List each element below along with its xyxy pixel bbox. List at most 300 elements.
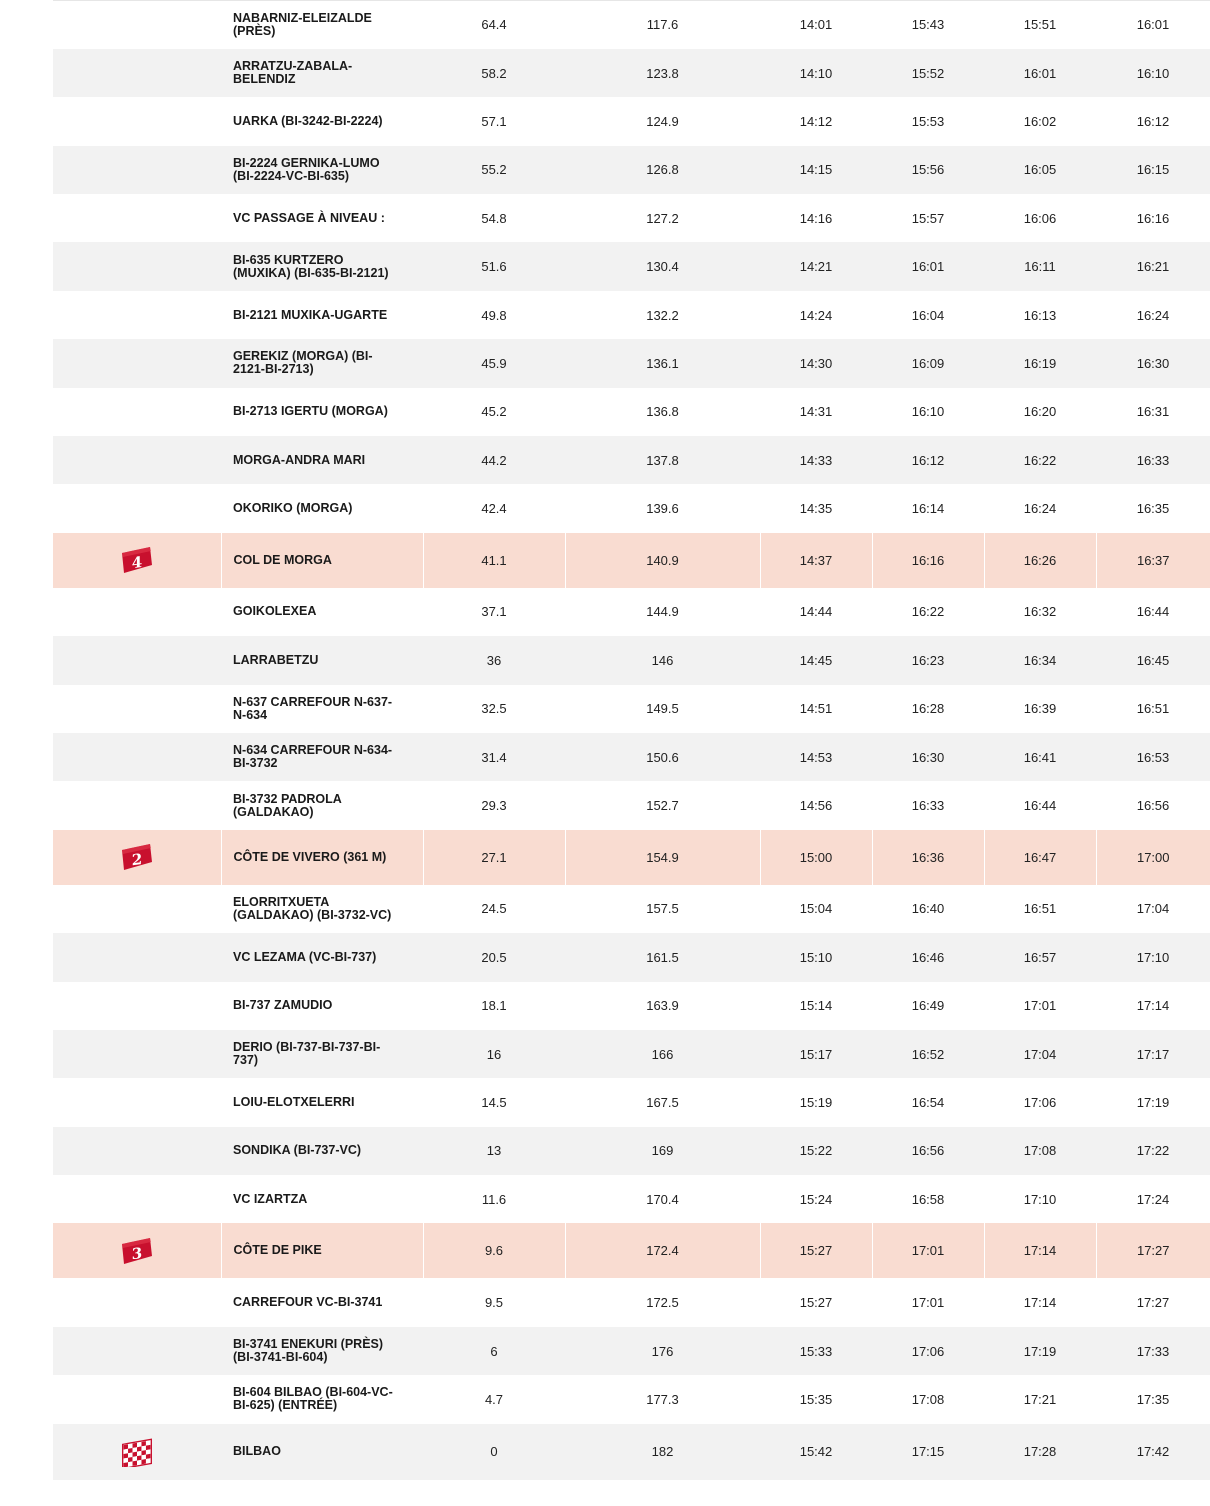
km-done-text: 136.8 [646,404,679,420]
time-slowest-text: 16:12 [1136,113,1170,129]
km-remaining-text: 45.2 [481,404,507,420]
km-done-text: 127.2 [646,210,679,226]
time-slowest-text: 17:35 [1136,1391,1170,1407]
time-fast-text: 14:44 [799,604,833,620]
time-slow [984,982,1096,1030]
time-medium [872,781,984,829]
location-name-text: N-637 CARREFOUR N-637-N-634 [233,694,393,722]
location-name-text: BI-737 ZAMUDIO [233,998,333,1013]
time-medium-text: 16:56 [911,1143,945,1159]
km-remaining-text: 44.2 [481,452,507,468]
km-done [565,194,760,242]
location-name [221,830,423,885]
km-done-text: 149.5 [646,701,679,717]
time-fast [760,781,872,829]
svg-text:4: 4 [131,553,142,573]
time-fast-text: 15:19 [799,1095,833,1110]
time-fast [760,885,872,933]
time-medium-text: 17:06 [911,1343,945,1359]
climb-category-flag-icon [120,849,154,870]
time-slow-text: 17:01 [1023,998,1057,1014]
km-remaining [423,1078,565,1126]
location-name-text: VC IZARTZA [233,1191,308,1206]
time-slowest [1096,97,1210,145]
time-slowest-text: 17:10 [1136,949,1170,965]
km-remaining-text: 9.6 [484,1243,504,1259]
time-fast-text: 14:12 [799,113,833,129]
time-slow [984,533,1096,588]
time-fast [760,484,872,532]
location-name-text: ELORRITXUETA (GALDAKAO) (BI-3732-VC) [233,894,392,922]
location-name-text: COL DE MORGA [233,552,332,567]
time-fast-text: 14:31 [799,404,833,420]
time-slow [984,830,1096,885]
time-slow-text: 16:06 [1023,210,1057,226]
km-remaining-text: 14.5 [481,1095,507,1110]
time-slowest [1096,1175,1210,1223]
icon-cell [53,484,221,532]
itinerary-row [53,1078,1210,1126]
time-medium [872,733,984,781]
climb-category-flag-icon [120,552,154,573]
time-slowest [1096,291,1210,339]
time-slowest-text: 17:27 [1136,1295,1170,1311]
km-remaining-text: 55.2 [481,162,507,178]
time-slowest [1096,339,1210,387]
time-fast-text: 14:33 [799,452,833,468]
time-slow [984,1327,1096,1375]
time-slowest [1096,1127,1210,1175]
time-slowest [1096,388,1210,436]
time-slow-text: 16:41 [1023,749,1057,765]
km-done-text: 161.5 [646,949,679,965]
time-slow [984,685,1096,733]
time-slow [984,484,1096,532]
time-slow-text: 16:32 [1023,604,1057,620]
location-name-text: BI-2121 MUXIKA-UGARTE [233,307,388,322]
location-name [221,885,423,933]
time-medium-text: 16:22 [911,604,945,620]
location-name-text: ARRATZU-ZABALA-BELENDIZ [233,59,353,87]
km-remaining-text: 37.1 [481,604,507,620]
km-done [565,781,760,829]
time-slow-text: 17:10 [1023,1191,1057,1207]
km-done [565,1175,760,1223]
time-slowest [1096,982,1210,1030]
km-remaining [423,436,565,484]
km-done-text: 172.4 [646,1243,679,1259]
km-remaining-text: 32.5 [481,701,507,717]
location-name [221,588,423,636]
location-name [221,636,423,684]
time-fast [760,830,872,885]
time-slow-text: 16:39 [1023,701,1057,717]
time-fast-text: 15:33 [799,1343,833,1359]
time-slowest [1096,436,1210,484]
location-name-text: GOIKOLEXEA [233,604,317,619]
km-remaining [423,533,565,588]
time-slowest-text: 17:00 [1136,849,1170,865]
location-name-text: OKORIKO (MORGA) [233,501,353,516]
time-medium-text: 16:04 [911,307,945,323]
location-name [221,1078,423,1126]
location-name-text: GEREKIZ (MORGA) (BI-2121-BI-2713) [233,349,373,377]
time-medium-text: 16:33 [911,798,945,814]
icon-cell [53,830,221,885]
km-remaining-text: 0 [490,1444,498,1460]
location-name-text: LOIU-ELOTXELERRI [233,1095,355,1109]
time-fast [760,1223,872,1278]
km-remaining-text: 45.9 [481,355,507,371]
location-name [221,733,423,781]
km-done-text: 154.9 [646,849,679,865]
km-done-text: 182 [651,1444,674,1460]
icon-cell [53,1175,221,1223]
itinerary-row [53,685,1210,733]
icon-cell [53,1127,221,1175]
time-slow [984,242,1096,290]
location-name [221,933,423,981]
itinerary-row [53,781,1210,829]
km-remaining-text: 13 [486,1143,502,1159]
location-name [221,436,423,484]
time-slow [984,885,1096,933]
time-fast-text: 14:37 [799,552,833,568]
time-slow [984,1175,1096,1223]
location-name [221,1223,423,1278]
time-fast [760,1175,872,1223]
km-remaining [423,194,565,242]
km-done [565,1424,760,1480]
location-name-text: LARRABETZU [233,652,319,667]
time-slowest-text: 16:10 [1136,65,1170,81]
km-remaining-text: 49.8 [481,307,507,323]
time-slowest-text: 16:21 [1136,259,1170,275]
time-fast [760,685,872,733]
time-fast-text: 15:35 [799,1391,833,1407]
time-fast-text: 14:35 [799,501,833,517]
km-remaining [423,885,565,933]
km-remaining [423,830,565,885]
itinerary-row [53,830,1210,885]
km-done [565,484,760,532]
time-slowest-text: 16:35 [1136,501,1170,517]
time-slow-text: 16:02 [1023,113,1057,129]
time-slowest-text: 17:19 [1136,1095,1170,1110]
time-medium-text: 17:01 [911,1243,945,1259]
time-fast-text: 15:17 [799,1046,833,1062]
icon-cell [53,885,221,933]
time-slowest-text: 16:56 [1136,798,1170,814]
time-fast [760,982,872,1030]
time-medium [872,194,984,242]
time-slow-text: 16:34 [1023,652,1057,668]
time-slow [984,97,1096,145]
km-done-text: 152.7 [646,798,679,814]
time-fast-text: 15:24 [799,1191,833,1207]
icon-cell [53,933,221,981]
km-remaining-text: 18.1 [481,998,507,1014]
time-fast [760,436,872,484]
itinerary-row [53,933,1210,981]
itinerary-row [53,388,1210,436]
time-fast [760,1327,872,1375]
time-fast-text: 14:01 [799,17,833,33]
time-medium [872,97,984,145]
time-slow-text: 17:14 [1023,1243,1057,1259]
time-slowest [1096,781,1210,829]
time-medium-text: 16:12 [911,452,945,468]
time-slowest [1096,1078,1210,1126]
km-remaining [423,97,565,145]
icon-cell [53,982,221,1030]
km-done [565,1030,760,1078]
km-done-text: 139.6 [646,501,679,517]
time-medium-text: 15:52 [911,65,945,81]
itinerary-row [53,733,1210,781]
time-slowest [1096,885,1210,933]
time-fast [760,1278,872,1326]
itinerary-row [53,533,1210,588]
km-done [565,1327,760,1375]
icon-cell [53,1327,221,1375]
time-medium-text: 16:54 [911,1095,945,1110]
time-slowest [1096,484,1210,532]
time-slowest [1096,588,1210,636]
location-name [221,1327,423,1375]
time-slow-text: 17:21 [1023,1391,1057,1407]
km-remaining-text: 31.4 [481,749,507,765]
time-slowest-text: 16:45 [1136,652,1170,668]
icon-cell [53,194,221,242]
time-slowest [1096,933,1210,981]
km-done-text: 167.5 [646,1095,679,1110]
time-slow-text: 16:44 [1023,798,1057,814]
time-fast-text: 14:24 [799,307,833,323]
time-slow [984,146,1096,194]
time-slow [984,49,1096,97]
itinerary-row [53,588,1210,636]
location-name-text: BILBAO [233,1444,281,1459]
location-name-text: N-634 CARREFOUR N-634-BI-3732 [233,743,393,771]
itinerary-row [53,982,1210,1030]
location-name [221,1424,423,1480]
time-slow-text: 16:05 [1023,162,1057,178]
time-fast-text: 14:16 [799,210,833,226]
time-fast [760,1030,872,1078]
time-medium [872,982,984,1030]
time-fast [760,291,872,339]
location-name-text: BI-3732 PADROLA (GALDAKAO) [233,791,342,819]
time-medium-text: 16:30 [911,749,945,765]
time-medium [872,1,984,49]
km-done-text: 123.8 [646,65,679,81]
time-fast-text: 15:22 [799,1143,833,1159]
km-remaining [423,146,565,194]
itinerary-row [53,1030,1210,1078]
time-slowest-text: 17:24 [1136,1191,1170,1207]
icon-cell [53,97,221,145]
time-medium [872,533,984,588]
km-done [565,982,760,1030]
time-slowest-text: 16:51 [1136,701,1170,717]
time-medium [872,1078,984,1126]
km-done-text: 124.9 [646,113,679,129]
km-done [565,885,760,933]
itinerary-row [53,1375,1210,1423]
time-slow [984,588,1096,636]
time-slowest-text: 16:30 [1136,355,1170,371]
location-name [221,982,423,1030]
time-medium [872,388,984,436]
km-done-text: 170.4 [646,1191,679,1207]
km-remaining [423,982,565,1030]
time-fast-text: 15:27 [799,1295,833,1311]
time-fast-text: 14:15 [799,162,833,178]
time-slowest [1096,194,1210,242]
km-done-text: 172.5 [646,1295,679,1311]
time-slow [984,339,1096,387]
itinerary-row [53,1278,1210,1326]
icon-cell [53,49,221,97]
time-medium [872,339,984,387]
time-medium-text: 16:36 [911,849,945,865]
itinerary-row [53,1424,1210,1480]
km-remaining [423,1223,565,1278]
location-name [221,146,423,194]
km-remaining-text: 54.8 [481,210,507,226]
time-slow [984,436,1096,484]
km-done [565,339,760,387]
time-slowest-text: 17:27 [1136,1243,1170,1259]
time-fast-text: 15:27 [799,1243,833,1259]
location-name [221,339,423,387]
km-done-text: 163.9 [646,998,679,1014]
time-slow-text: 17:08 [1023,1143,1057,1159]
time-fast-text: 14:21 [799,259,833,275]
icon-cell [53,636,221,684]
km-done-text: 144.9 [646,604,679,620]
time-slowest-text: 16:33 [1136,452,1170,468]
finish-flag-icon [120,1443,154,1458]
km-remaining-text: 58.2 [481,65,507,81]
location-name [221,1278,423,1326]
icon-cell [53,1030,221,1078]
time-medium [872,685,984,733]
icon-cell [53,291,221,339]
time-slowest-text: 16:16 [1136,210,1170,226]
icon-cell [53,146,221,194]
time-slow-text: 16:13 [1023,307,1057,323]
km-remaining [423,1424,565,1480]
time-slow [984,1127,1096,1175]
time-slowest-text: 16:24 [1136,307,1170,323]
time-medium-text: 16:28 [911,701,945,717]
icon-cell [53,1,221,49]
time-fast-text: 15:00 [799,849,833,865]
km-done-text: 169 [651,1143,674,1159]
km-remaining-text: 64.4 [481,17,507,33]
time-fast-text: 14:10 [799,65,833,81]
km-done-text: 130.4 [646,259,679,275]
icon-cell [53,781,221,829]
km-done [565,388,760,436]
time-slow-text: 16:47 [1023,849,1057,865]
km-done-text: 132.2 [646,307,679,323]
time-slow-text: 16:26 [1023,552,1057,568]
time-slow [984,1278,1096,1326]
time-slow-text: 16:24 [1023,501,1057,517]
km-done-text: 136.1 [646,355,679,371]
km-remaining-text: 4.7 [484,1391,504,1407]
time-slowest [1096,1327,1210,1375]
time-medium [872,291,984,339]
time-slowest [1096,533,1210,588]
itinerary-table [53,0,1210,1480]
location-name [221,533,423,588]
time-slowest [1096,636,1210,684]
icon-cell [53,733,221,781]
time-slow [984,636,1096,684]
time-medium [872,588,984,636]
km-done-text: 137.8 [646,452,679,468]
km-remaining-text: 9.5 [484,1295,504,1311]
km-done [565,1127,760,1175]
itinerary-row [53,291,1210,339]
location-name-text: BI-604 BILBAO (BI-604-VC-BI-625) (ENTRÉE) [233,1385,393,1413]
km-done-text: 126.8 [646,162,679,178]
time-fast-text: 14:56 [799,798,833,814]
km-remaining-text: 51.6 [481,259,507,275]
time-slowest [1096,733,1210,781]
location-name-text: BI-2224 GERNIKA-LUMO (BI-2224-VC-BI-635) [233,155,380,183]
time-medium-text: 17:01 [911,1295,945,1311]
location-name [221,49,423,97]
time-medium-text: 17:15 [911,1444,945,1460]
time-fast [760,1127,872,1175]
km-remaining-text: 27.1 [481,849,507,865]
time-medium-text: 16:09 [911,355,945,371]
time-slowest-text: 17:17 [1136,1046,1170,1062]
km-done [565,436,760,484]
km-done [565,1,760,49]
time-slow-text: 17:04 [1023,1046,1057,1062]
time-fast [760,588,872,636]
km-done [565,830,760,885]
time-medium-text: 16:49 [911,998,945,1014]
km-done-text: 150.6 [646,749,679,765]
time-medium [872,1327,984,1375]
itinerary-row [53,242,1210,290]
time-medium-text: 16:01 [911,259,945,275]
location-name-text: CARREFOUR VC-BI-3741 [233,1295,383,1310]
time-slow [984,1,1096,49]
location-name [221,685,423,733]
location-name-text: NABARNIZ-ELEIZALDE (PRÈS) [233,10,372,38]
time-fast-text: 15:42 [799,1444,833,1460]
km-remaining-text: 6 [490,1343,498,1359]
location-name [221,781,423,829]
location-name [221,1127,423,1175]
time-fast [760,1078,872,1126]
time-slowest [1096,146,1210,194]
km-done [565,1078,760,1126]
km-done-text: 117.6 [646,17,679,33]
location-name [221,194,423,242]
location-name-text: BI-3741 ENEKURI (PRÈS) (BI-3741-BI-604) [233,1337,384,1365]
km-done-text: 176 [651,1343,674,1359]
location-name-text: DERIO (BI-737-BI-737-BI-737) [233,1040,381,1068]
